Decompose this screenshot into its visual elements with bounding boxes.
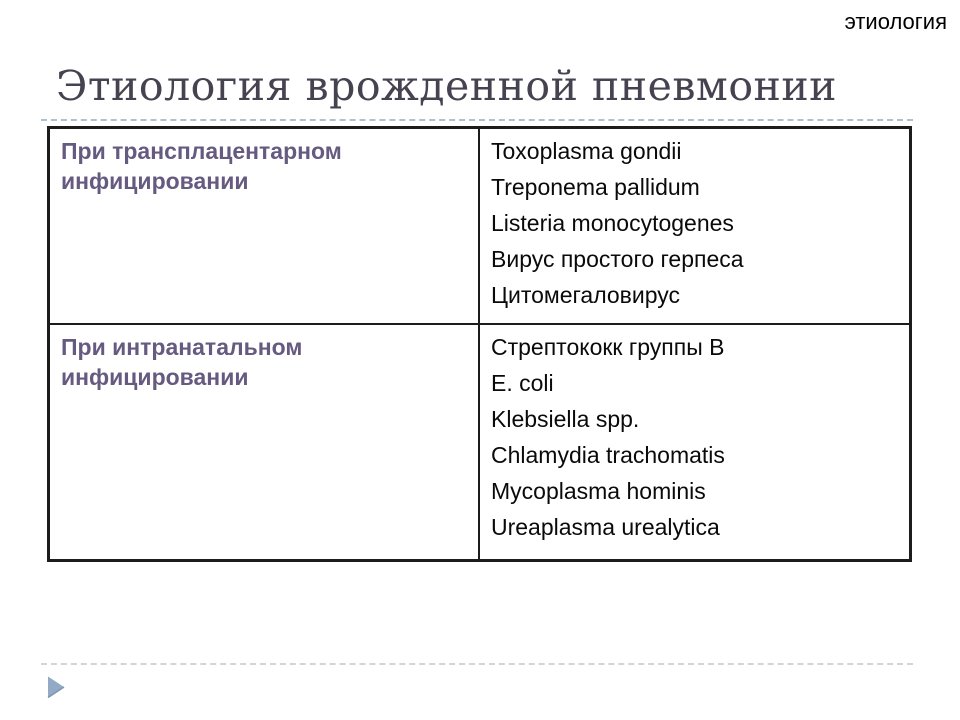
table-cell-transplacental-organisms — [480, 129, 909, 325]
organism-item: E. coli — [491, 370, 554, 396]
slide-section-label: этиология — [844, 9, 947, 34]
row-label-text: При трансплацентарном инфицировании — [61, 138, 342, 194]
table-cell-intranatal-organisms — [480, 325, 909, 559]
organism-item: Ureaplasma urealytica — [491, 514, 720, 540]
table-row-label-transplacental — [50, 129, 480, 325]
organism-item: Listeria monocytogenes — [491, 210, 734, 236]
organism-item: Вирус простого герпеса — [491, 246, 744, 272]
slide-title: Этиология врожденной пневмонии — [56, 62, 837, 110]
organism-item: Mycoplasma hominis — [491, 478, 706, 504]
organism-item: Chlamydia trachomatis — [491, 442, 725, 468]
etiology-table — [47, 126, 912, 562]
organism-item: Стрептококк группы B — [491, 334, 725, 360]
organism-item: Toxoplasma gondii — [491, 138, 682, 164]
footer-divider — [41, 663, 913, 665]
title-divider — [41, 119, 913, 121]
organism-item: Цитомегаловирус — [491, 282, 681, 308]
organism-item: Treponema pallidum — [491, 174, 700, 200]
table-row-label-intranatal — [50, 325, 480, 559]
organism-item: Klebsiella spp. — [491, 406, 640, 432]
right-triangle-arrow-icon — [47, 676, 65, 698]
row-label-text: При интранатальном инфицировании — [61, 334, 303, 390]
